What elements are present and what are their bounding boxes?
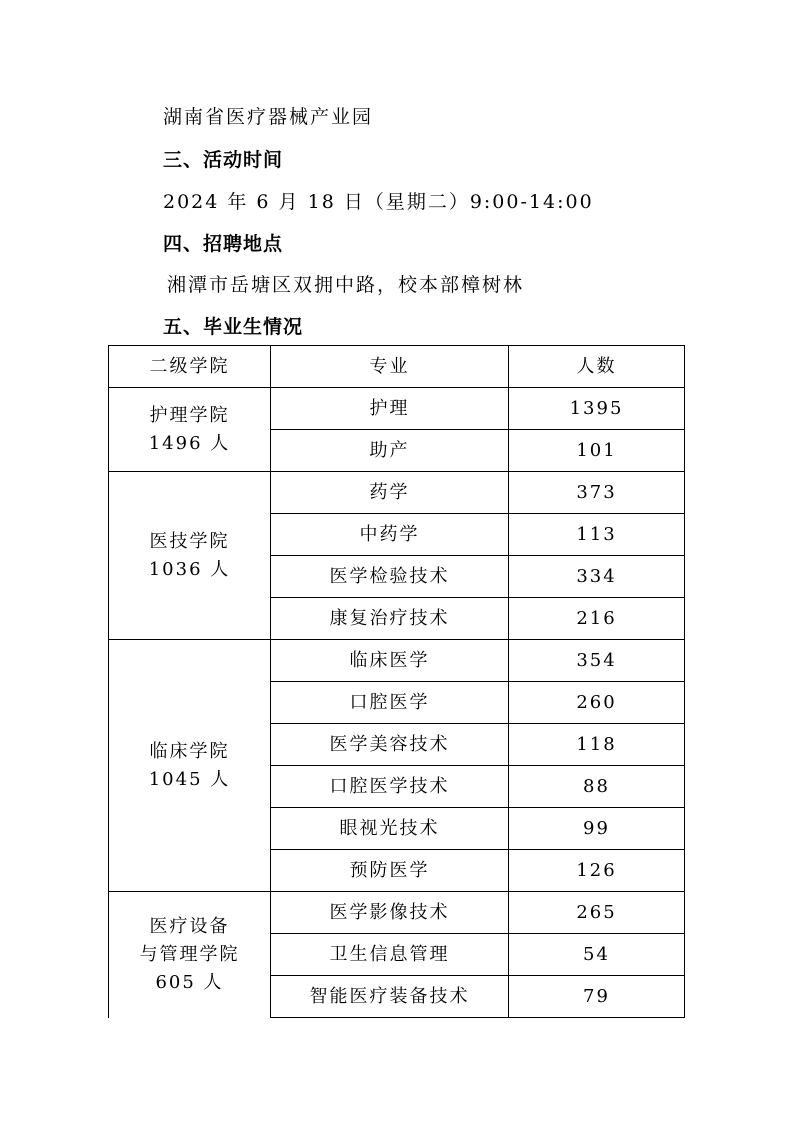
major-cell: 口腔医学 [271,682,509,724]
college-name: 护理学院 [149,404,230,426]
college-total: 605 人 [155,971,224,993]
college-name: 医疗设备 [149,915,230,937]
count-cell: 334 [509,556,685,598]
major-cell: 临床医学 [271,640,509,682]
college-cell-medtech [109,472,271,640]
count-cell: 101 [509,430,685,472]
section5-heading: 五、毕业生情况 [163,316,304,338]
major-cell: 护理 [271,388,509,430]
major-cell: 眼视光技术 [271,808,509,850]
count-cell: 354 [509,640,685,682]
major-cell: 卫生信息管理 [271,934,509,976]
table-row [109,472,685,514]
count-cell: 1395 [509,388,685,430]
college-cell-clinical [109,640,271,892]
college-name: 临床学院 [149,740,230,762]
major-cell: 医学影像技术 [271,892,509,934]
count-cell: 99 [509,808,685,850]
header-major: 专业 [271,346,509,388]
college-name: 医技学院 [149,530,230,552]
table-header-row [109,346,685,388]
header-count: 人数 [509,346,685,388]
count-cell: 373 [509,472,685,514]
major-cell: 智能医疗装备技术 [271,976,509,1018]
section3-heading: 三、活动时间 [163,149,284,171]
count-cell: 260 [509,682,685,724]
count-cell: 216 [509,598,685,640]
major-cell: 中药学 [271,514,509,556]
count-cell: 79 [509,976,685,1018]
table-row [109,892,685,934]
major-cell: 康复治疗技术 [271,598,509,640]
college-total: 1045 人 [148,768,231,790]
count-cell: 265 [509,892,685,934]
major-cell: 医学检验技术 [271,556,509,598]
section4-heading: 四、招聘地点 [163,233,284,255]
intro-location-line: 湖南省医疗器械产业园 [163,106,374,128]
major-cell: 口腔医学技术 [271,766,509,808]
count-cell: 88 [509,766,685,808]
count-cell: 113 [509,514,685,556]
college-total: 1036 人 [148,558,231,580]
recruitment-location-text: 湘潭市岳塘区双拥中路，校本部樟树林 [167,274,525,296]
table-row [109,388,685,430]
college-total: 1496 人 [148,432,231,454]
count-cell: 118 [509,724,685,766]
college-cell-equipment [109,892,271,1018]
college-cell-nursing [109,388,271,472]
header-college: 二级学院 [109,346,271,388]
major-cell: 医学美容技术 [271,724,509,766]
college-name-cont: 与管理学院 [139,943,240,965]
activity-time-text: 2024 年 6 月 18 日（星期二）9:00-14:00 [163,191,594,213]
count-cell: 126 [509,850,685,892]
major-cell: 预防医学 [271,850,509,892]
count-cell: 54 [509,934,685,976]
graduates-table [108,345,685,1018]
table-row [109,640,685,682]
major-cell: 药学 [271,472,509,514]
major-cell: 助产 [271,430,509,472]
